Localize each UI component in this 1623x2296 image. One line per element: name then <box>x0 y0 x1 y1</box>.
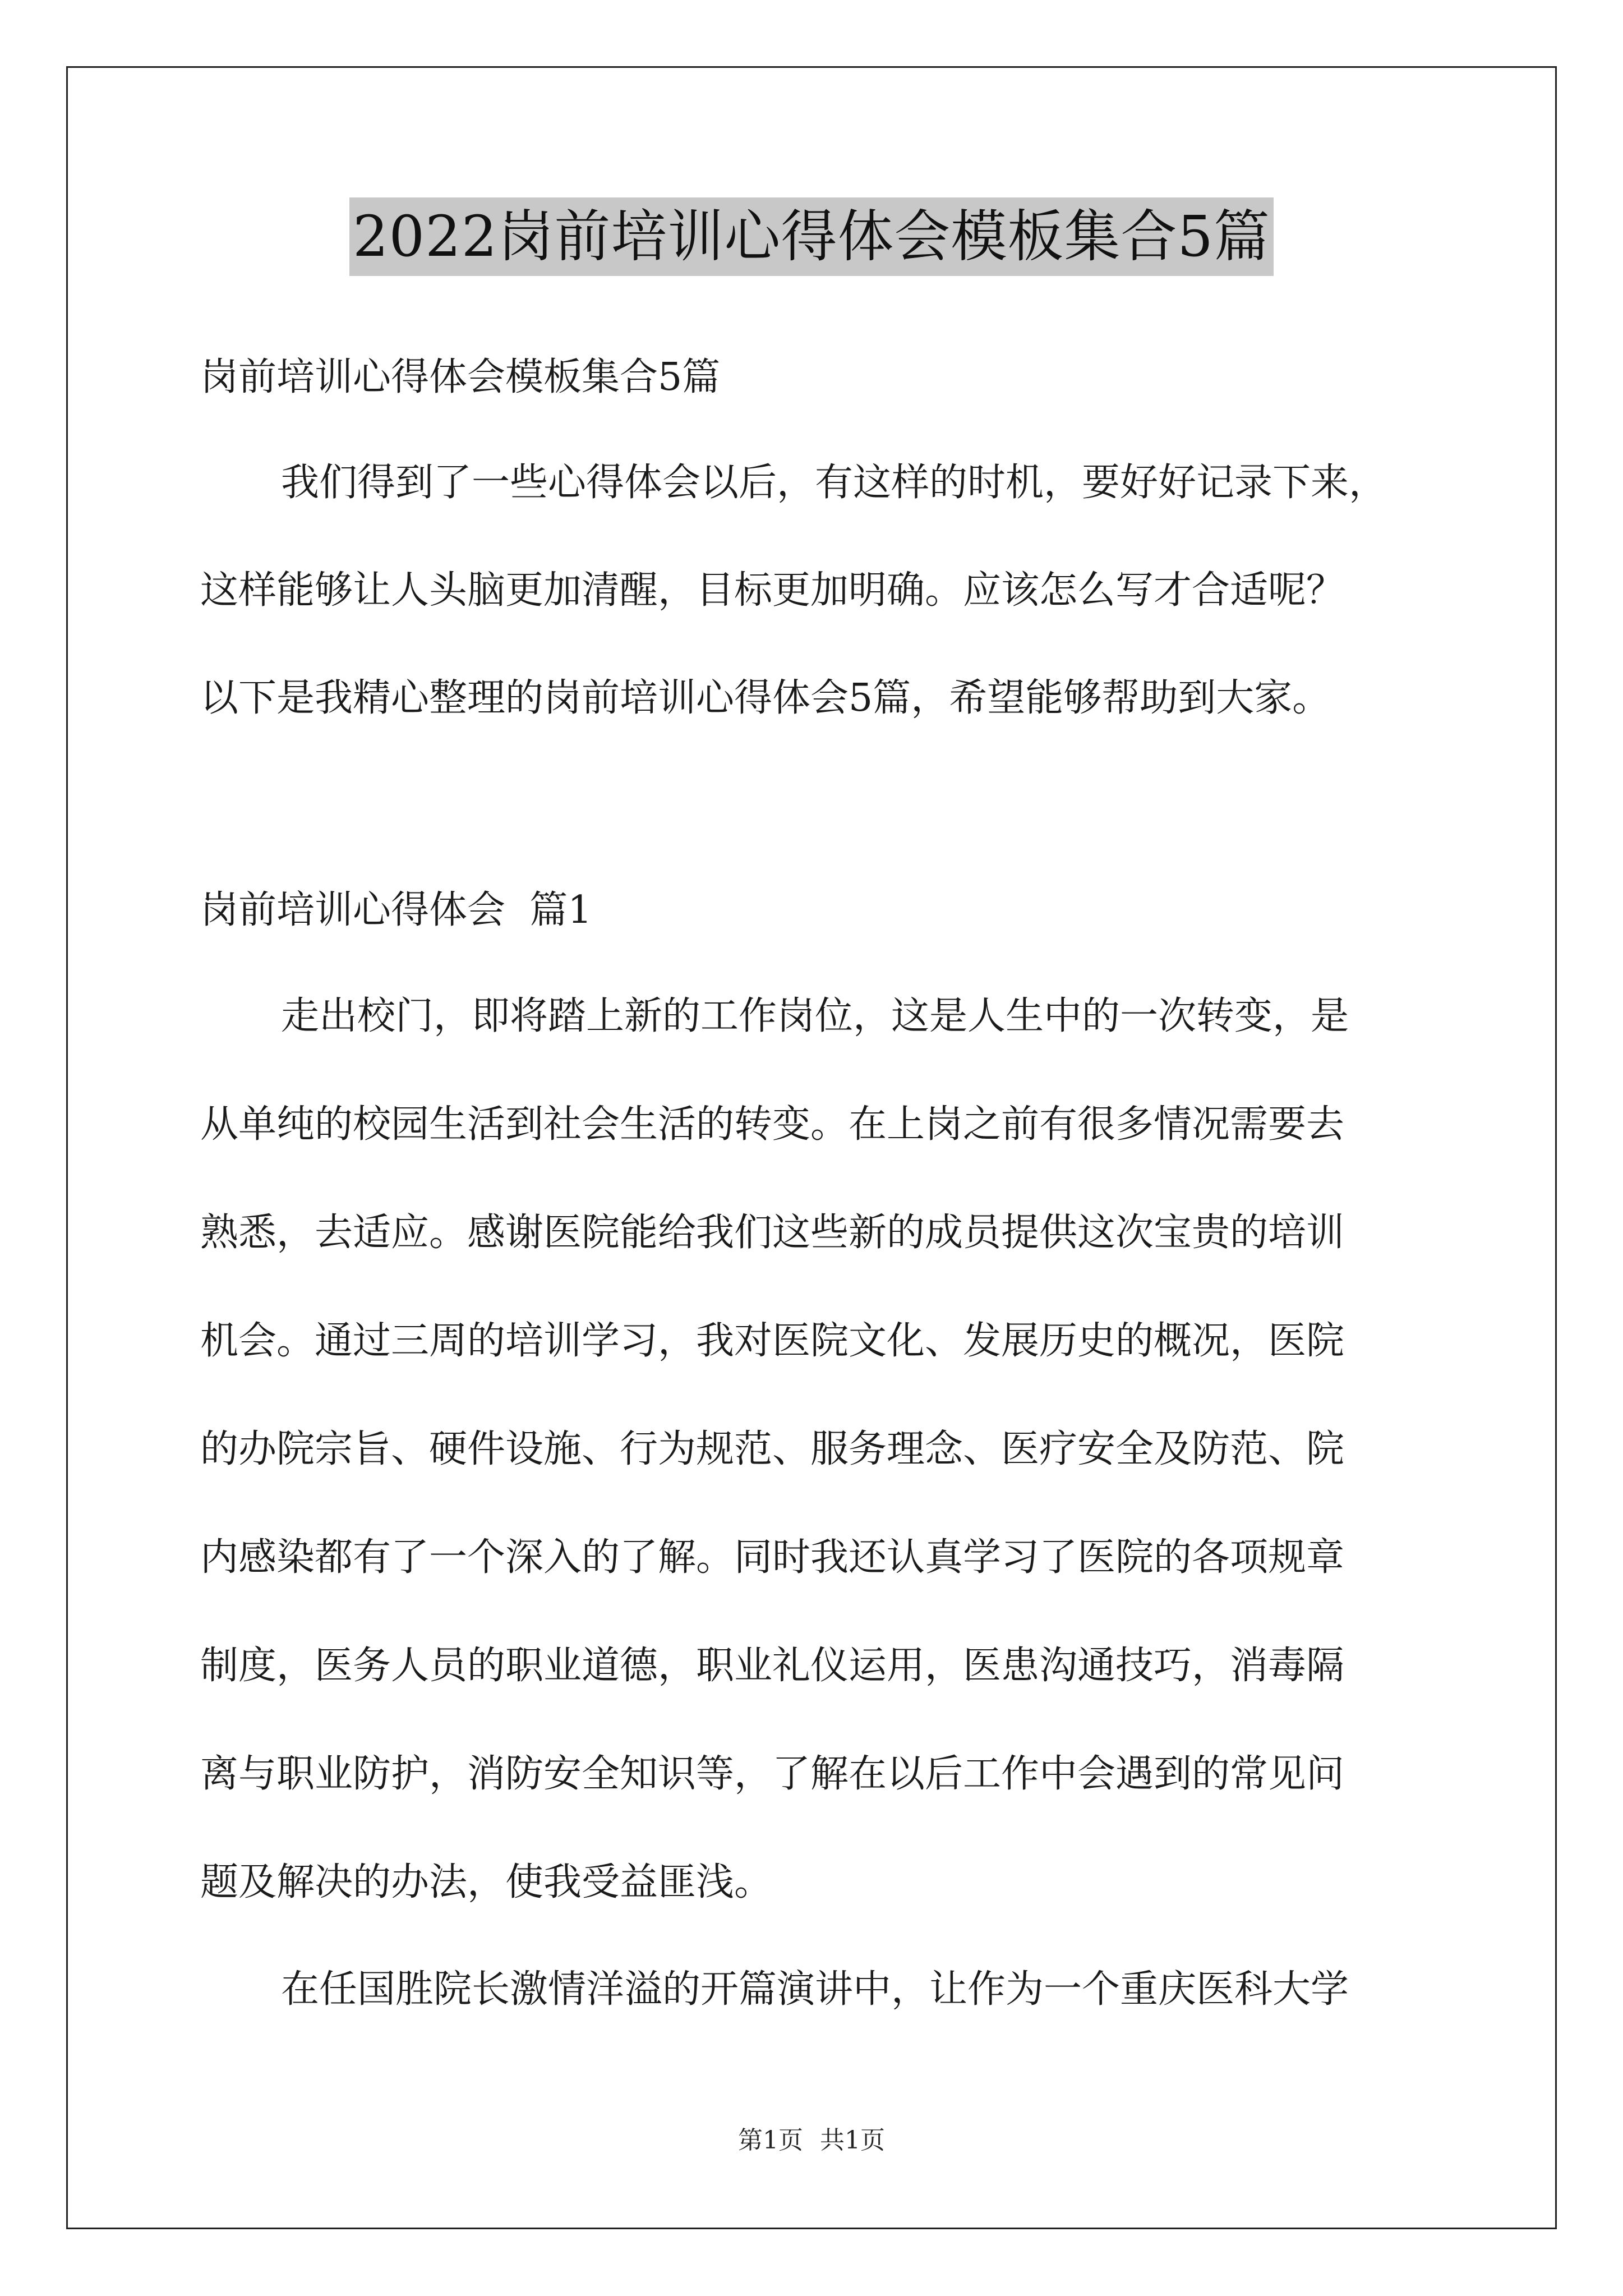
section-heading: 岗前培训心得体会 篇1 <box>200 888 592 932</box>
body-line-8: 离与职业防护，消防安全知识等，了解在以后工作中会遇到的常见问 <box>200 1752 1345 1796</box>
body-line-1: 走出校门，即将踏上新的工作岗位，这是人生中的一次转变，是 <box>281 994 1349 1038</box>
body-line-4: 机会。通过三周的培训学习，我对医院文化、发展历史的概况，医院 <box>200 1319 1345 1363</box>
body-line-2: 从单纯的校园生活到社会生活的转变。在上岗之前有很多情况需要去 <box>200 1102 1345 1147</box>
body-line-9: 题及解决的办法，使我受益匪浅。 <box>200 1860 773 1904</box>
intro-line-1: 我们得到了一些心得体会以后，有这样的时机，要好好记录下来， <box>281 461 1387 505</box>
document-title: 2022岗前培训心得体会模板集合5篇 <box>349 197 1274 276</box>
page-number: 第1页 <box>738 2126 803 2155</box>
page-footer <box>0 2124 1623 2157</box>
document-subtitle: 岗前培训心得体会模板集合5篇 <box>200 355 721 399</box>
body-line-5: 的办院宗旨、硬件设施、行为规范、服务理念、医疗安全及防范、院 <box>200 1427 1345 1471</box>
body-line-7: 制度，医务人员的职业道德，职业礼仪运用，医患沟通技巧，消毒隔 <box>200 1644 1345 1688</box>
body-line-10: 在任国胜院长激情洋溢的开篇演讲中，让作为一个重庆医科大学 <box>281 1967 1349 2012</box>
intro-line-2: 这样能够让人头脑更加清醒，目标更加明确。应该怎么写才合适呢？ <box>200 568 1345 613</box>
body-line-6: 内感染都有了一个深入的了解。同时我还认真学习了医院的各项规章 <box>200 1535 1345 1580</box>
title-container <box>0 197 1623 276</box>
body-line-3: 熟悉，去适应。感谢医院能给我们这些新的成员提供这次宝贵的培训 <box>200 1211 1345 1255</box>
intro-line-3: 以下是我精心整理的岗前培训心得体会5篇，希望能够帮助到大家。 <box>200 676 1331 720</box>
page-total: 共1页 <box>820 2126 885 2155</box>
